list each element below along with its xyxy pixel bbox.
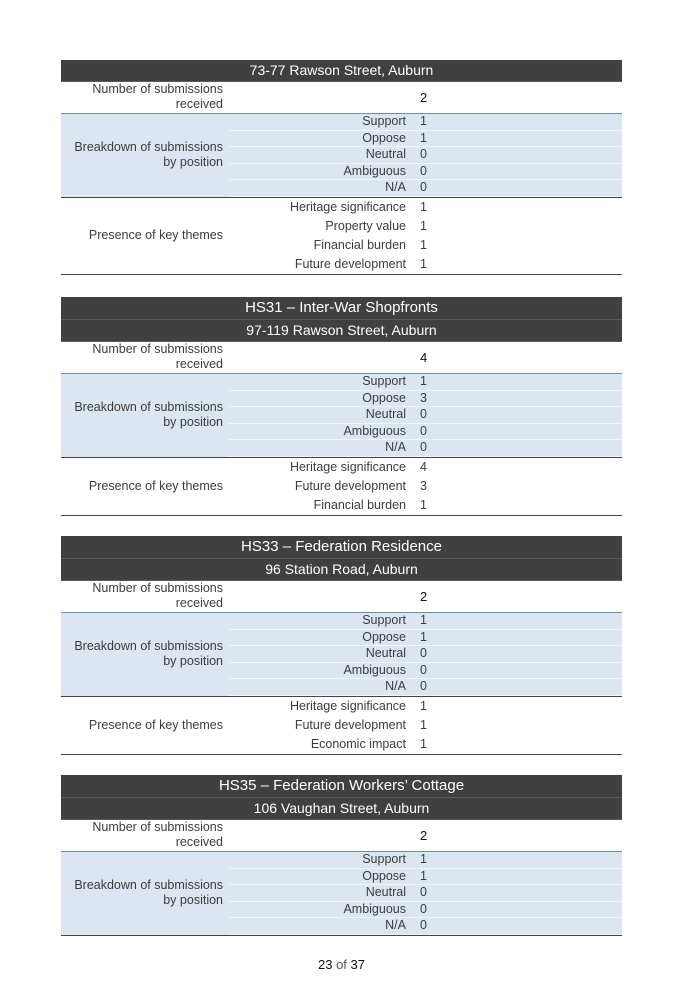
position-breakdown-row (61, 612, 622, 697)
position-breakdown-values (229, 852, 622, 935)
position-neutral: Neutral 0 (229, 646, 622, 663)
position-breakdown-values (229, 114, 622, 197)
key-themes-row (61, 697, 622, 755)
property-address: 97-119 Rawson Street, Auburn (61, 320, 622, 342)
position-breakdown-label: Breakdown of submissions by position (74, 878, 223, 908)
position-neutral: Neutral 0 (229, 407, 622, 424)
position-support: Support 1 (229, 374, 622, 391)
position-ambiguous: Ambiguous 0 (229, 164, 622, 181)
key-themes-label: Presence of key themes (88, 478, 223, 493)
position-oppose: Oppose 1 (229, 630, 622, 647)
key-themes-values (229, 458, 622, 515)
theme-item: Property value 1 (325, 218, 427, 233)
theme-item: Financial burden 1 (313, 237, 427, 252)
theme-item: Future development 1 (294, 717, 427, 732)
key-themes-row (61, 458, 622, 516)
page-number (0, 957, 683, 972)
position-breakdown-values (229, 613, 622, 696)
position-oppose: Oppose 1 (229, 131, 622, 148)
position-ambiguous: Ambiguous 0 (229, 424, 622, 441)
position-neutral: Neutral 0 (229, 147, 622, 164)
position-oppose: Oppose 3 (229, 391, 622, 408)
key-themes-values (229, 697, 622, 754)
position-breakdown-row (61, 113, 622, 198)
submission-table-4 (61, 775, 622, 936)
theme-item: Future development 1 (294, 256, 427, 271)
position-na: N/A 0 (229, 918, 622, 935)
position-na: N/A 0 (229, 180, 622, 197)
theme-item: Heritage significance 4 (289, 459, 427, 474)
heritage-item-title: HS33 – Federation Residence (61, 536, 622, 559)
position-ambiguous: Ambiguous 0 (229, 663, 622, 680)
position-na: N/A 0 (229, 440, 622, 457)
position-support: Support 1 (229, 114, 622, 131)
submissions-count-row (61, 581, 622, 612)
position-neutral: Neutral 0 (229, 885, 622, 902)
key-themes-values (229, 198, 622, 274)
submissions-count-label: Number of submissions received (92, 581, 223, 610)
submissions-count-row (61, 342, 622, 373)
position-ambiguous: Ambiguous 0 (229, 902, 622, 919)
submissions-count-row (61, 82, 622, 113)
submissions-count-value: 4 (420, 350, 428, 365)
page-current: 23 (317, 957, 333, 972)
position-oppose: Oppose 1 (229, 869, 622, 886)
position-breakdown-row (61, 373, 622, 458)
submissions-count-label: Number of submissions received (92, 82, 223, 111)
position-support: Support 1 (229, 852, 622, 869)
heritage-item-title: HS31 – Inter-War Shopfronts (61, 297, 622, 320)
submission-table-1 (61, 60, 622, 275)
position-breakdown-row (61, 851, 622, 936)
submissions-count-value: 2 (420, 90, 428, 105)
position-breakdown-label: Breakdown of submissions by position (74, 639, 223, 669)
key-themes-label: Presence of key themes (88, 717, 223, 732)
page-total: 37 (350, 957, 366, 972)
submission-table-2 (61, 297, 622, 516)
submissions-count-value: 2 (420, 589, 428, 604)
theme-item: Heritage significance 1 (289, 199, 427, 214)
submissions-count-row (61, 820, 622, 851)
position-support: Support 1 (229, 613, 622, 630)
theme-item: Heritage significance 1 (289, 698, 427, 713)
heritage-item-title: HS35 – Federation Workers’ Cottage (61, 775, 622, 798)
theme-item: Financial burden 1 (313, 497, 427, 512)
position-breakdown-values (229, 374, 622, 457)
theme-item: Economic impact 1 (310, 736, 427, 751)
property-address: 73-77 Rawson Street, Auburn (61, 60, 622, 82)
submissions-count-label: Number of submissions received (92, 820, 223, 849)
page-of: of (336, 957, 347, 972)
submissions-count-label: Number of submissions received (92, 342, 223, 371)
theme-item: Future development 3 (294, 478, 427, 493)
position-breakdown-label: Breakdown of submissions by position (74, 140, 223, 170)
property-address: 106 Vaughan Street, Auburn (61, 798, 622, 820)
key-themes-row (61, 198, 622, 275)
position-breakdown-label: Breakdown of submissions by position (74, 400, 223, 430)
property-address: 96 Station Road, Auburn (61, 559, 622, 581)
submission-table-3 (61, 536, 622, 755)
position-na: N/A 0 (229, 679, 622, 696)
key-themes-label: Presence of key themes (88, 228, 223, 243)
submissions-count-value: 2 (420, 828, 428, 843)
